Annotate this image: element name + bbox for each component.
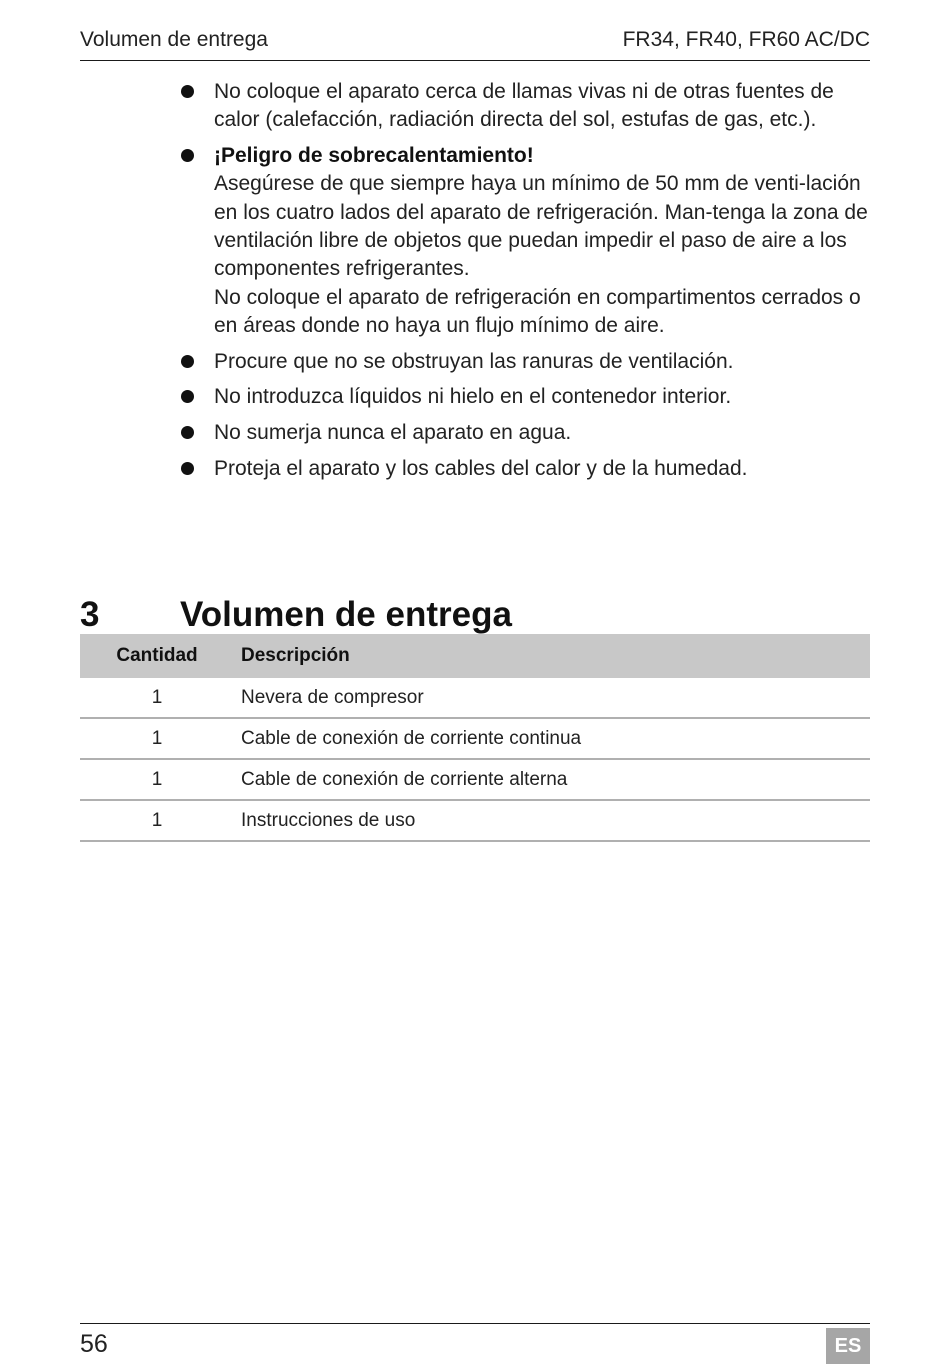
- cell-quantity: 1: [151, 727, 163, 749]
- bullet-dot-icon: [181, 426, 194, 439]
- list-item: [180, 78, 870, 135]
- bullet-text: Procure que no se obstruyan las ranuras de ventilación.: [214, 349, 734, 373]
- table-row: [80, 760, 870, 801]
- page-header: [80, 28, 870, 61]
- page-footer: [80, 1323, 870, 1366]
- bullet-text: No introduzca líquidos ni hielo en el contenedor interior.: [214, 385, 732, 409]
- table-header-row: [80, 634, 870, 678]
- warning-paragraph: No coloque el aparato de refrigeración en compartimentos cerrados o en áreas donde no haya un flujo mínimo de aire.: [214, 285, 861, 337]
- cell-description: Cable de conexión de corriente continua: [241, 727, 582, 749]
- column-header-description: Descripción: [241, 645, 350, 666]
- warning-paragraph: Asegúrese de que siempre haya un mínimo de 50 mm de venti-lación en los cuatro lados del aparato de refrigeración. Man-tenga la zona de ventilación libre de objetos que puedan impedir el paso de aire a los componentes refrigerantes.: [214, 172, 868, 281]
- list-item-overheat-warning: [180, 142, 870, 340]
- list-item: [180, 383, 870, 411]
- page-number: 56: [80, 1330, 108, 1358]
- list-item: [180, 348, 870, 376]
- section-number: 3: [80, 595, 100, 635]
- cell-description: Instrucciones de uso: [241, 809, 416, 831]
- cell-description: Nevera de compresor: [241, 686, 424, 708]
- cell-quantity: 1: [151, 686, 163, 708]
- section-heading: [80, 591, 870, 639]
- warning-title: ¡Peligro de sobrecalentamiento!: [214, 144, 534, 168]
- bullet-text: No coloque el aparato cerca de llamas vivas ni de otras fuentes de calor (calefacción, radiación directa del sol, estufas de gas, etc.).: [214, 80, 834, 132]
- bullet-dot-icon: [181, 149, 194, 162]
- delivery-contents-table: [80, 634, 870, 842]
- section-title: Volumen de entrega: [180, 595, 512, 635]
- bullet-dot-icon: [181, 85, 194, 98]
- bullet-dot-icon: [181, 355, 194, 368]
- table-row: [80, 719, 870, 760]
- cell-description: Cable de conexión de corriente alterna: [241, 768, 568, 790]
- list-item: [180, 455, 870, 483]
- table-row: [80, 801, 870, 842]
- header-chapter-title: Volumen de entrega: [80, 28, 268, 51]
- table-row: [80, 678, 870, 719]
- cell-quantity: 1: [151, 768, 163, 790]
- bullet-text: No sumerja nunca el aparato en agua.: [214, 421, 572, 445]
- bullet-text: Proteja el aparato y los cables del calor y de la humedad.: [214, 457, 748, 481]
- column-header-quantity: Cantidad: [116, 645, 198, 666]
- safety-bullet-list: [180, 78, 870, 491]
- bullet-dot-icon: [181, 390, 194, 403]
- bullet-dot-icon: [181, 462, 194, 475]
- language-badge: ES: [826, 1328, 870, 1364]
- list-item: [180, 419, 870, 447]
- header-model-names: FR34, FR40, FR60 AC/DC: [622, 28, 870, 51]
- cell-quantity: 1: [151, 809, 163, 831]
